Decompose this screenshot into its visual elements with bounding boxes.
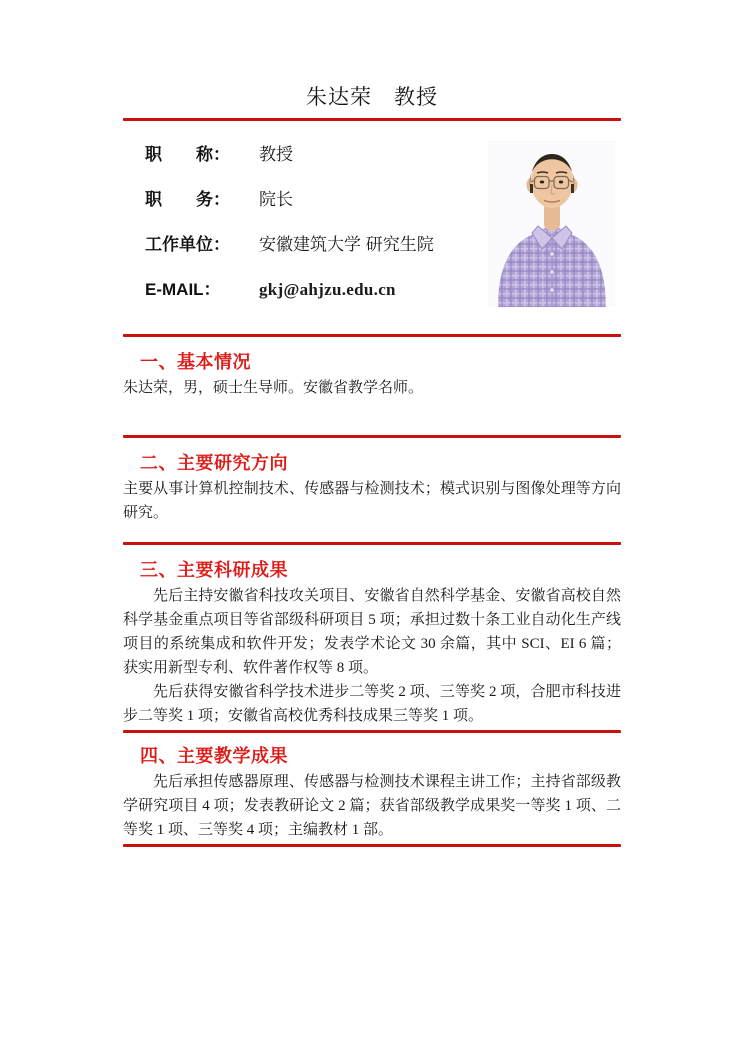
section-divider xyxy=(123,730,621,733)
section-paragraph: 先后承担传感器原理、传感器与检测技术课程主讲工作；主持省部级教学研究项目 4 项；发表教研论文 2 篇；获省部级教学成果奖一等奖 1 项、二等奖 1 项、三等奖 4 项；主编教材 1 部。 xyxy=(123,774,621,838)
page-title: 朱达荣 教授 xyxy=(306,85,438,109)
section-paragraph: 朱达荣，男，硕士生导师。安徽省教学名师。 xyxy=(123,380,424,396)
section-heading: 三、主要科研成果 xyxy=(140,560,288,580)
section-paragraph: 先后获得安徽省科学技术进步二等奖 2 项、三等奖 2 项，合肥市科技进步二等奖 1 项；安徽省高校优秀科技成果三等奖 1 项。 xyxy=(123,684,621,724)
section-teaching-achievements xyxy=(123,745,621,842)
section-heading: 四、主要教学成果 xyxy=(140,746,288,766)
profile-photo xyxy=(488,140,615,307)
section-heading: 一、基本情况 xyxy=(140,352,251,372)
field-value: 安徽建筑大学 研究生院 xyxy=(259,235,434,254)
field-label: 职 称： xyxy=(145,145,230,164)
title-divider xyxy=(123,118,621,121)
field-value: 院长 xyxy=(259,190,293,209)
section-heading: 二、主要研究方向 xyxy=(140,453,288,473)
section-research-achievements xyxy=(123,559,621,728)
section-divider xyxy=(123,435,621,438)
field-label: 职 务： xyxy=(145,190,230,209)
content-column xyxy=(123,0,621,847)
section-paragraph: 先后主持安徽省科技攻关项目、安徽省自然科学基金、安徽省高校自然科学基金重点项目等省部级科研项目 5 项；承担过数十条工业自动化生产线项目的系统集成和软件开发；发表学术论文 30 余篇，其中 SCI、EI 6 篇；获实用新型专利、软件著作权等 8 项。 xyxy=(123,588,621,676)
section-basic-info xyxy=(123,351,621,400)
profile-block xyxy=(123,145,621,312)
section-paragraph: 主要从事计算机控制技术、传感器与检测技术；模式识别与图像处理等方向研究。 xyxy=(123,481,621,521)
portrait-illustration xyxy=(488,140,615,307)
field-label: 工作单位： xyxy=(145,235,230,254)
bottom-divider xyxy=(123,844,621,847)
section-divider xyxy=(123,542,621,545)
field-value: 教授 xyxy=(259,145,293,164)
field-label: E-MAIL： xyxy=(145,280,221,299)
email-value: gkj@ahjzu.edu.cn xyxy=(259,280,396,299)
section-divider xyxy=(123,334,621,337)
section-research-directions xyxy=(123,452,621,525)
